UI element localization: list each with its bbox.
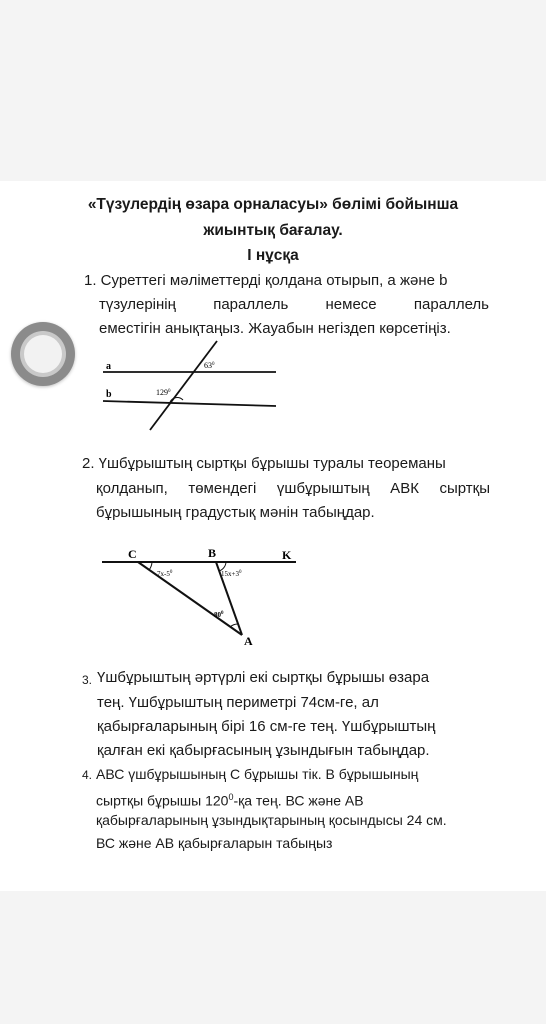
transversal — [150, 341, 217, 430]
angle-b-label: $15x+3^0$ — [221, 570, 242, 578]
q2-figure — [100, 542, 300, 652]
q1-line2: түзулерінің параллель немесе параллель — [99, 296, 489, 313]
label-a: a — [106, 361, 111, 372]
vertex-k: K — [282, 548, 292, 562]
q4-number: 4. — [82, 768, 93, 782]
angle-top-label: $63^0$ — [204, 361, 215, 370]
assistive-touch-icon — [24, 335, 62, 373]
vertex-c: C — [128, 547, 137, 561]
q2-line2: қолданып, төмендегі үшбұрыштың АВК сыртқы — [96, 480, 490, 497]
q3-line1: Үшбұрыштың әртүрлі екі сыртқы бұрышы өзара — [97, 669, 430, 686]
angle-bottom-label: $129^0$ — [156, 388, 171, 397]
q3-line3: қабырғаларының бірі 16 см-ге тең. Үшбұрыштың — [97, 718, 436, 735]
angle-a-label: $80^0$ — [214, 611, 224, 619]
angle-arc-a — [230, 624, 238, 627]
q4-line3: қабырғаларының ұзындықтарының қосындысы 24 см. — [96, 812, 447, 828]
q2-line1: 2. Үшбұрыштың сыртқы бұрышы туралы теореманы — [82, 455, 446, 472]
q3-number: 3. — [82, 673, 93, 687]
q4-line2: сыртқы бұрышы $120^0-қа$ тең. ВС және АВ — [96, 792, 364, 809]
q3-line4: қалған екі қабырғасының ұзындығын табыңдар. — [97, 742, 430, 759]
q1-line1: 1. Суреттегі мәліметтерді қолдана отырып, a және b — [84, 272, 448, 289]
q3-line2: тең. Үшбұрыштың периметрі 74см-ге, ал — [97, 694, 379, 711]
label-b: b — [106, 389, 112, 400]
q1-figure — [100, 340, 280, 435]
angle-arc-c — [149, 562, 152, 570]
line-b — [103, 401, 276, 406]
assistive-touch-button[interactable] — [11, 322, 75, 386]
doc-title-line2: жиынтық бағалау. — [203, 222, 343, 239]
vertex-a: A — [244, 634, 253, 648]
q1-line3: еместігін анықтаңыз. Жауабын негіздеп көрсетіңіз. — [99, 320, 451, 337]
angle-c-label: $7x-5^0$ — [157, 570, 173, 578]
q4-line1: АВС үшбұрышының С бұрышы тік. В бұрышының — [96, 766, 419, 782]
q4-line4: ВС және АВ қабырғаларын табыңыз — [96, 835, 333, 851]
vertex-b: B — [208, 546, 217, 560]
doc-title-line1: «Түзулердің өзара орналасуы» бөлімі бойынша — [87, 196, 459, 213]
q2-line3: бұрышының градустық мәнін табыңдар. — [96, 504, 375, 521]
variant-label: I нұсқа — [247, 247, 299, 264]
